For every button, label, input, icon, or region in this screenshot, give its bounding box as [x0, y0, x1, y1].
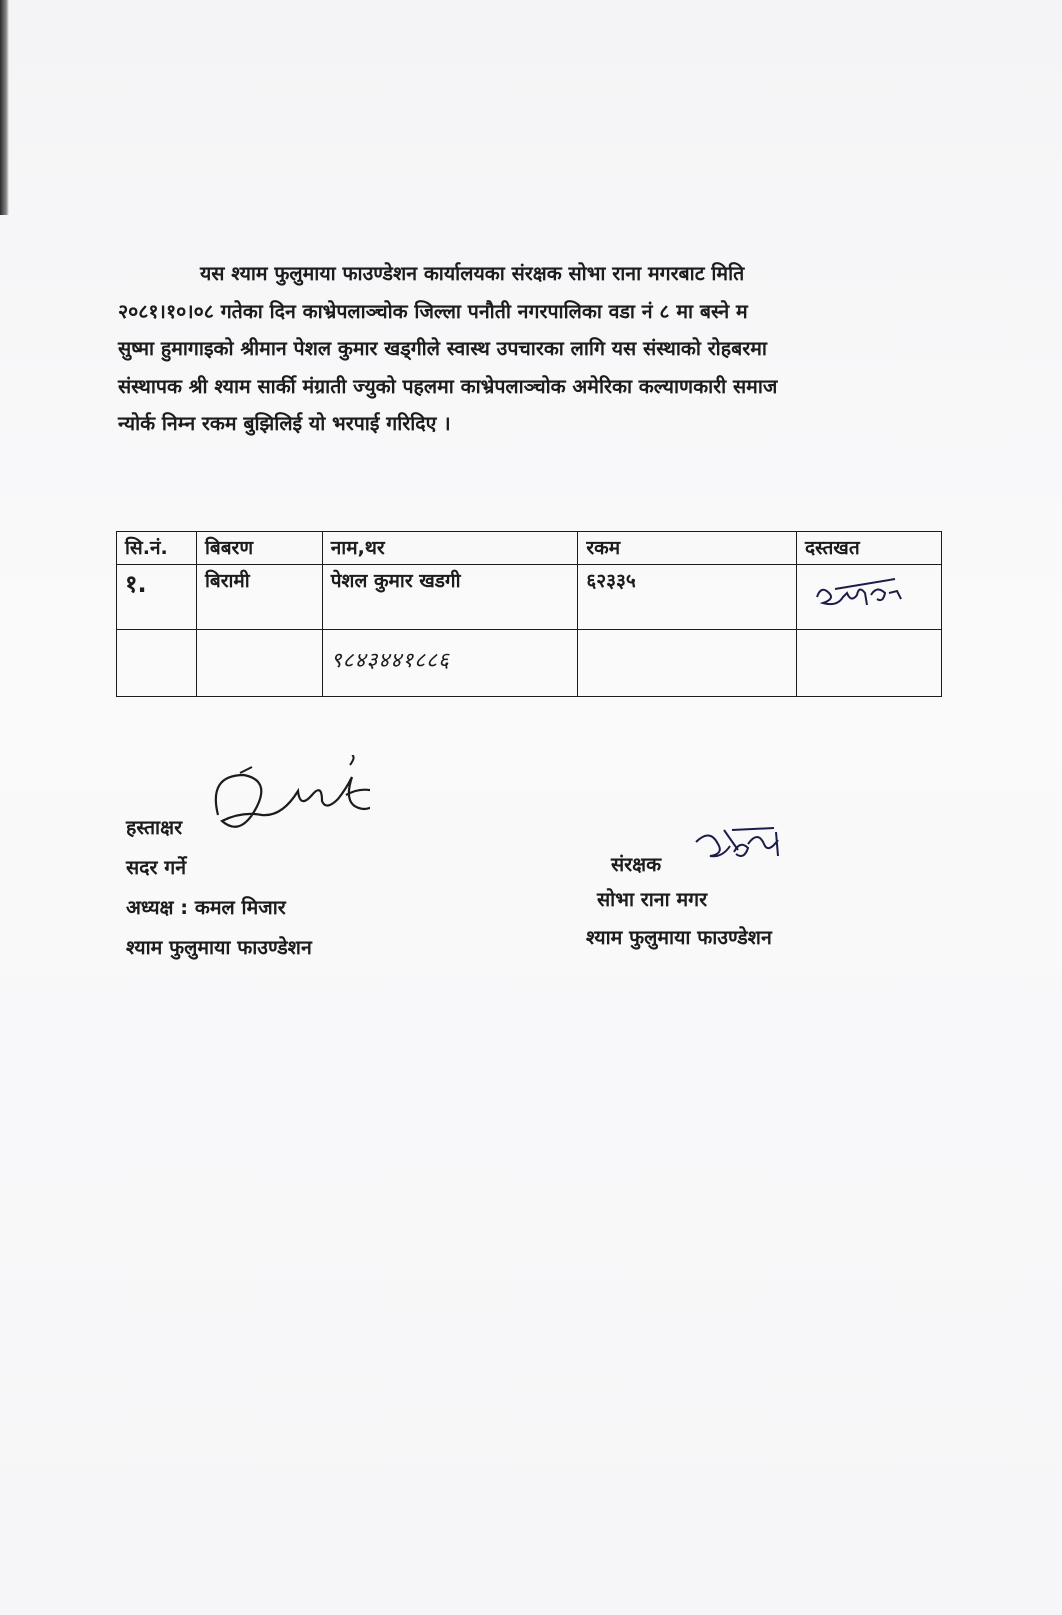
- header-description: बिबरण: [196, 532, 322, 565]
- left-signatory-block: [126, 808, 312, 968]
- approve-label: सदर गर्ने: [126, 856, 187, 879]
- cell-amount: [578, 630, 797, 697]
- cell-amount: ६२३३५: [578, 565, 797, 630]
- header-name: नाम,थर: [322, 532, 578, 565]
- patron-signature: [688, 822, 788, 882]
- header-amount: रकम: [578, 532, 797, 565]
- left-org-name: श्याम फुलुमाया फाउण्डेशन: [126, 936, 312, 959]
- receipt-table: [116, 531, 942, 697]
- header-serial: सि.नं.: [117, 532, 197, 565]
- patron-label-row: [611, 845, 661, 885]
- patron-label: संरक्षक: [611, 853, 662, 876]
- cell-description: बिरामी: [196, 565, 322, 630]
- body-paragraph: [118, 255, 940, 443]
- table-row: [117, 565, 942, 630]
- sushma-signature: [805, 567, 933, 621]
- paragraph-line-4: संस्थापक श्री श्याम सार्की मंग्राती ज्युको पहलमा काभ्रेपलाञ्चोक अमेरिका कल्याणकारी समाज: [118, 374, 778, 398]
- table-header-row: [117, 532, 942, 565]
- phone-number: ९८४३४४१८८६: [330, 648, 450, 672]
- right-org-block: [586, 918, 772, 958]
- cell-name: पेशल कुमार खडगी: [322, 565, 578, 630]
- patron-name: सोभा राना मगर: [597, 888, 708, 911]
- cell-signature: [796, 565, 941, 630]
- page-edge-shadow: [0, 0, 9, 215]
- header-signature: दस्तखत: [796, 532, 941, 565]
- right-org-name: श्याम फुलुमाया फाउण्डेशन: [586, 926, 772, 949]
- cell-signature: [796, 630, 941, 697]
- cell-serial: [117, 630, 197, 697]
- cell-phone: [322, 630, 578, 697]
- paragraph-line-2: २०८१।१०।०८ गतेका दिन काभ्रेपलाञ्चोक जिल्ला पनौती नगरपालिका वडा नं ८ मा बस्ने म: [118, 299, 748, 323]
- table-row: [117, 630, 942, 697]
- paragraph-line-3: सुष्मा हुमागाइको श्रीमान पेशल कुमार खड्गीले स्वास्थ उपचारका लागि यस संस्थाको रोहबरमा: [118, 337, 767, 360]
- paragraph-line-5: न्योर्क निम्न रकम बुझिलिई यो भरपाई गरिदिए ।: [118, 412, 451, 435]
- cell-serial: १.: [117, 565, 197, 630]
- cell-description: [196, 630, 322, 697]
- paragraph-line-1: यस श्याम फुलुमाया फाउण्डेशन कार्यालयका संरक्षक सोभा राना मगरबाट मिति: [200, 262, 745, 285]
- signature-label: हस्ताक्षर: [126, 816, 183, 839]
- chairman-name: अध्यक्ष : कमल मिजार: [126, 896, 286, 919]
- right-signatory-block: [597, 880, 707, 920]
